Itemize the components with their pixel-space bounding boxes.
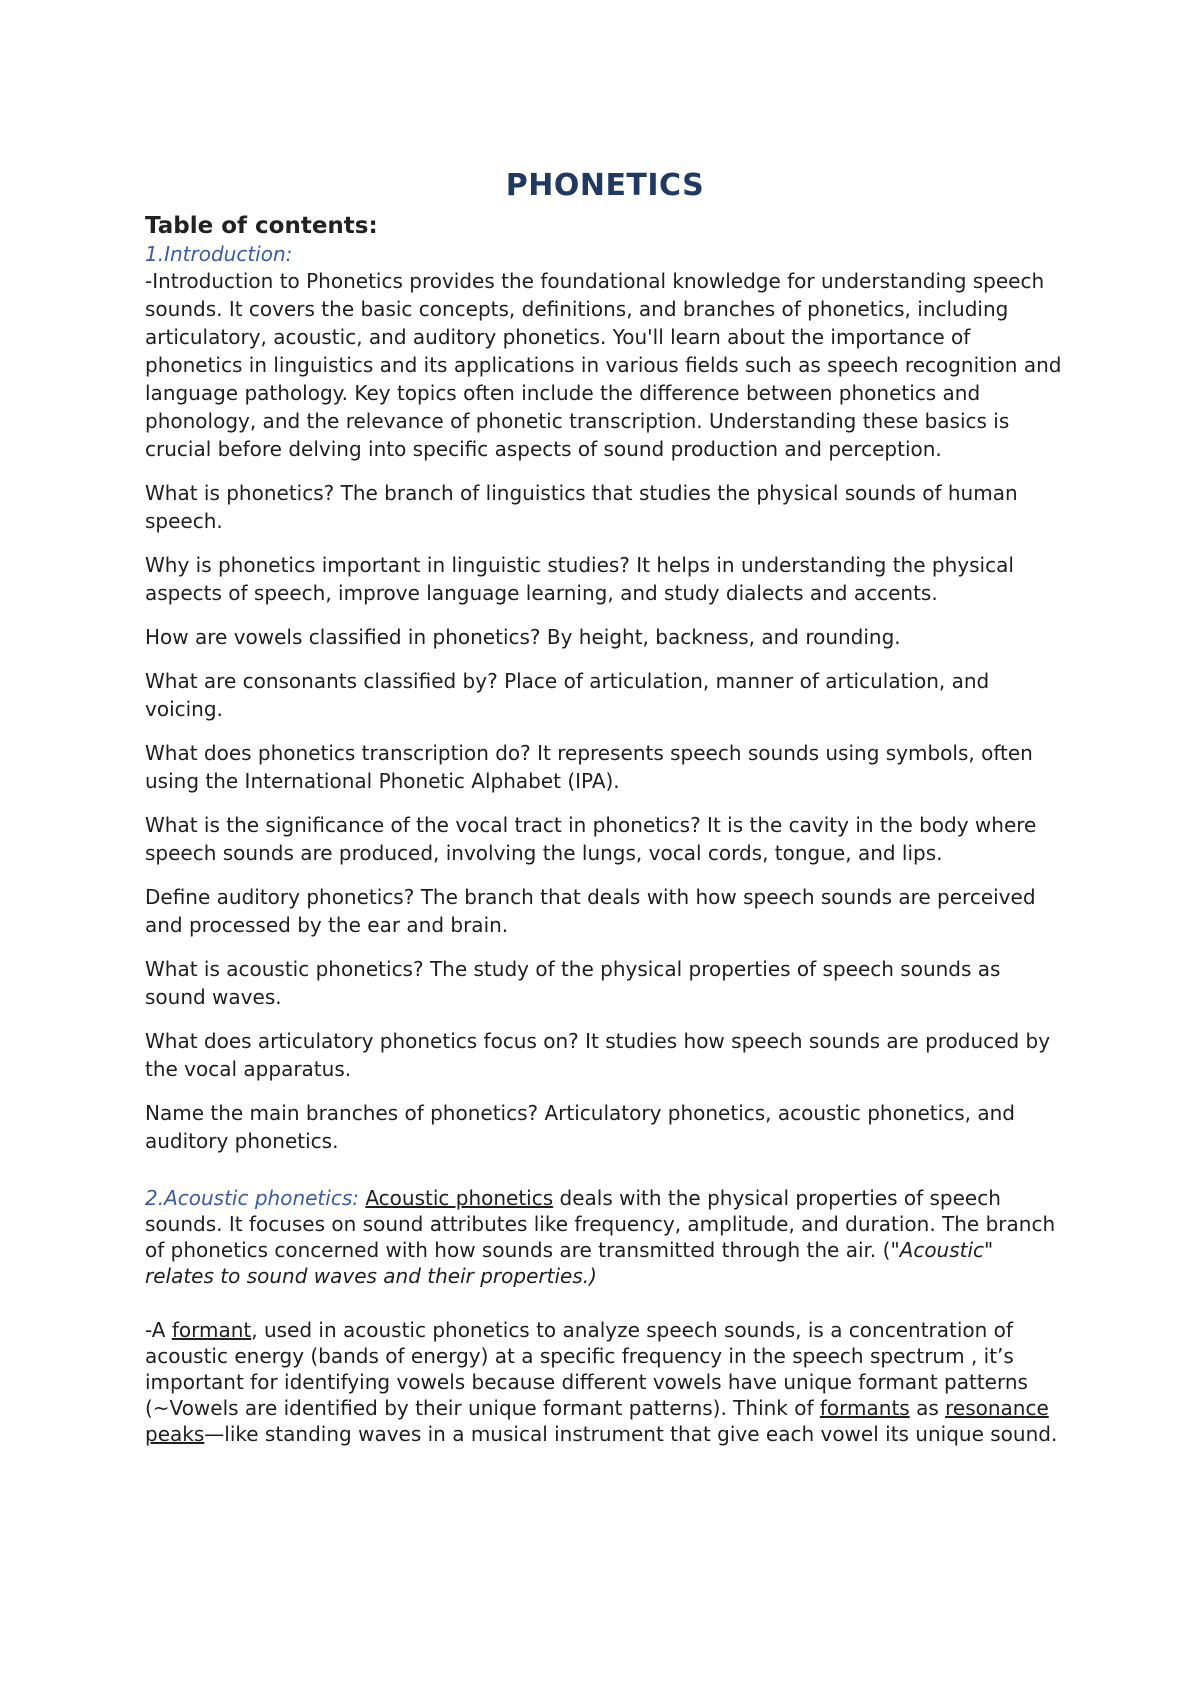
formant-paragraph [145,1317,1065,1447]
formant-text-2: as [909,1396,946,1420]
toc-heading: Table of contents: [145,213,378,239]
qa-item-10: Name the main branches of phonetics? Articulatory phonetics, acoustic phonetics, and auditory phonetics. [145,1101,1015,1153]
qa-item-1: What is phonetics? The branch of linguistics that studies the physical sounds of human speech. [145,481,1018,533]
acoustic-label: 2.Acoustic phonetics: [145,1186,359,1210]
acoustic-term: Acoustic phonetics [365,1186,554,1210]
qa-item-5: What does phonetics transcription do? It represents speech sounds using symbols, often using the International Phonetic Alphabet (IPA). [145,741,1033,793]
formant-text-3: —like standing waves in a musical instrument that give each vowel its unique sound. [204,1422,1058,1446]
qa-item-2: Why is phonetics important in linguistic studies? It helps in understanding the physical aspects of speech, improve language learning, and study dialects and accents. [145,553,1014,605]
formant-prefix: -A [145,1318,172,1342]
qa-item-6: What is the significance of the vocal tract in phonetics? It is the cavity in the body where speech sounds are produced, involving the lungs, vocal cords, tongue, and lips. [145,813,1037,865]
acoustic-quote-word: Acoustic [899,1238,985,1262]
qa-item-9: What does articulatory phonetics focus on? It studies how speech sounds are produced by the vocal apparatus. [145,1029,1051,1081]
formant-term: formant [171,1318,252,1342]
intro-section [145,241,1065,463]
acoustic-quote-rest: " relates to sound waves and their properties.) [145,1238,994,1288]
intro-paragraph: -Introduction to Phonetics provides the foundational knowledge for understanding speech sounds. It covers the basic concepts, definitions, and branches of phonetics, including articulatory, acoustic, and auditory phonetics. You'll learn about the importance of phonetics in linguistics and its applications in various fields such as speech recognition and language pathology. Key topics often include the difference between phonetics and phonology, and the relevance of phonetic transcription. Understanding these basics is crucial before delving into specific aspects of sound production and perception. [145,269,1062,461]
acoustic-paragraph [145,1185,1065,1289]
qa-item-4: What are consonants classified by? Place of articulation, manner of articulation, and voicing. [145,669,990,721]
qa-item-8: What is acoustic phonetics? The study of the physical properties of speech sounds as sound waves. [145,957,1001,1009]
formants-term: formants [819,1396,910,1420]
qa-item-7: Define auditory phonetics? The branch that deals with how speech sounds are perceived and processed by the ear and brain. [145,885,1036,937]
qa-item-3: How are vowels classified in phonetics? By height, backness, and rounding. [145,625,901,649]
resonance-peaks-term: resonance peaks [145,1396,1049,1446]
intro-label: 1.Introduction: [145,242,293,266]
formant-text-1: , used in acoustic phonetics to analyze speech sounds, is a concentration of acoustic energy (bands of energy) at a specific frequency in the speech spectrum , it’s important for identifying vowels because different vowels have unique formant patterns (~Vowels are identified by their unique formant patterns). Think of [145,1318,1028,1420]
document-title: PHONETICS [505,168,705,203]
document-page [145,168,1065,1447]
acoustic-text: deals with the physical properties of speech sounds. It focuses on sound attributes like frequency, amplitude, and duration. The branch of phonetics concerned with how sounds are transmitted through the air. (" [145,1186,1056,1262]
